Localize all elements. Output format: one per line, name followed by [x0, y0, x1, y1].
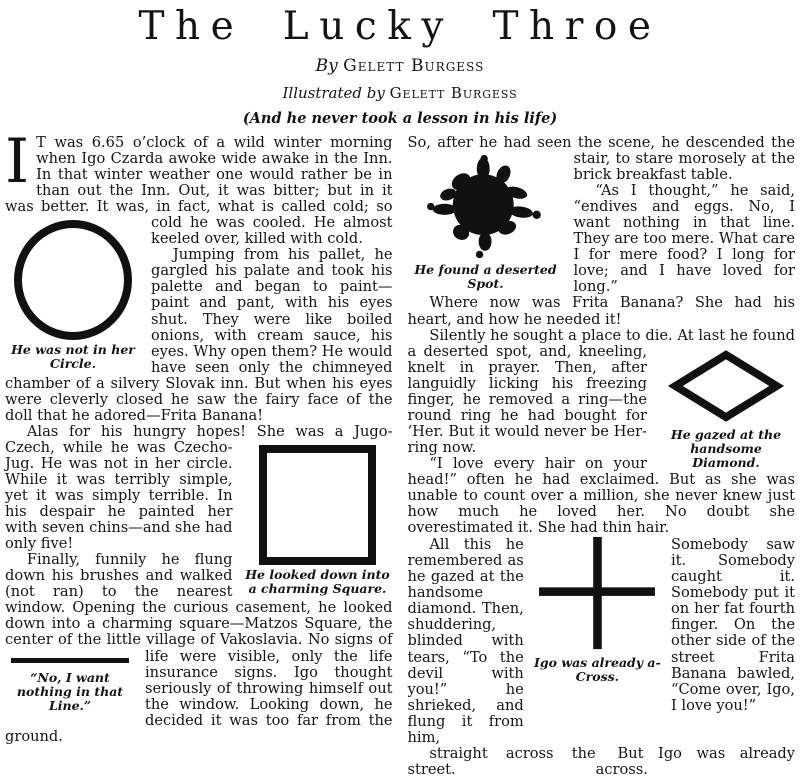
paragraph-3-text: Alas for his hungry hopes! She was a Jugo-Czech,: [5, 422, 393, 456]
left-column: [5, 126, 393, 778]
line-caption: “No, I want nothing in that Line.”: [16, 669, 124, 713]
diamond-caption: He gazed at the handsome Diamond.: [670, 426, 782, 470]
paragraph-9: “I love every hair on your head!” often he had exclaimed. But as she was unable to count over a million, she never knew just how much he loved her. No doubt she overestimated it. She had thin hair.: [407, 454, 795, 537]
byline-prefix: By: [315, 56, 338, 76]
paragraph-6: “As I thought,” he said, “endives and eggs. No, I want nothing in that line. They are too mere. What care I for mere food? I long for love; and I have loved for long.”: [573, 182, 795, 296]
page-title: The Lucky Throe: [138, 4, 662, 49]
illustrator-line: [5, 84, 795, 102]
paragraph-4-continued: insurance signs. Igo thought seriously of throwing himself out the window. Looking down, he decided it was too far from the ground.: [5, 663, 393, 745]
square-figure: [243, 443, 393, 596]
illustrator-name: Gelett Burgess: [389, 84, 518, 102]
paragraph-2: Jumping from his pallet, he gargled his palate and took his palette and began to paint—paint and pant, with his eyes shut. They were like boiled onions, with cream sauce, his eyes. Why open them? He would have seen only the chimneyed chamber of a silvery Slovak inn. But when his eyes were cleverly closed he saw the fairy face of the doll that he adored—Frita Banana!: [5, 246, 393, 424]
circle-caption: He was not in her Circle.: [11, 342, 135, 372]
page-header: [5, 4, 795, 127]
diamond-illustration: [663, 347, 789, 425]
closing-line-left: straight across the street.: [407, 744, 596, 778]
circle-illustration: [14, 220, 132, 340]
author-name: Gelett Burgess: [343, 56, 485, 76]
line-illustration: [11, 658, 129, 663]
cross-caption: Igo was already a-Cross.: [534, 655, 661, 685]
paragraph-3-continued: while he was Czecho-Jug. He was not in her circle. While it was terribly simple, yet it was simply terrible. In his despair he painted her with seven chins—and she had only five!: [5, 438, 233, 553]
paragraph-3: [5, 422, 393, 596]
paragraph-10: All this he remembered as he gazed at the handsome diamond. Then, shuddering, blinded with tears, “To the devil with you!” he shrieked, and flung it from him,: [407, 536, 524, 746]
cross-left-text: [408, 537, 524, 746]
drop-cap: I: [5, 126, 30, 197]
right-column: [408, 135, 796, 778]
paragraph-5-continued: stair, to stare morosely at the brick breakfast table.: [573, 150, 795, 184]
cross-illustration: [539, 537, 655, 651]
illustrator-prefix: Illustrated by: [282, 84, 385, 102]
closing-line: [408, 746, 796, 778]
paragraph-4-text: Finally, funnily he flung down his brushes and walked (not ran) to the nearest window. Opening the curious casement, he looked down into a charming square—Matzos Square, the center of the little village of Vakoslavia. No signs of life were visible, only the life: [5, 551, 393, 665]
blot-figure: [408, 154, 564, 291]
paragraph-8-continued: a deserted spot, and, kneeling, knelt in prayer. Then, after languidly licking his freezing finger, he removed a ring—the round ring he had bought for ‘Her. But it would never be Her-ring now.: [407, 342, 647, 456]
circle-figure: [5, 218, 141, 371]
square-illustration: [259, 445, 376, 565]
paragraph-1-text: T was 6.65 o’clock of a wild winter morning when Igo Czarda awoke wide awake in the Inn. In that winter weather one would rather be in than out the Inn. Out, it was bitter; but in it was better. It was, in fact, what is called cold; so cold he was cooled.: [5, 134, 393, 232]
paragraph-5-text: So, after he had seen the scene, he descended the: [407, 134, 795, 151]
byline: [5, 56, 795, 76]
line-figure: [5, 652, 135, 713]
paragraph-7: Where now was Frita Banana? She had his heart, and how he needed it!: [407, 294, 795, 328]
cross-figure: [533, 537, 662, 684]
text-columns: [5, 126, 795, 778]
paragraph-8: [407, 326, 796, 470]
paragraph-11: Somebody saw it. Somebody caught it. Somebody put it on her fat fourth finger. On the other side of the street Frita Banana bawled, “Come over, Igo, I love you!”: [671, 536, 795, 714]
paragraph-8-text: Silently he sought a place to die. At last he found: [429, 326, 795, 344]
diamond-figure: [657, 347, 795, 470]
closing-line-right: But Igo was already across.: [595, 744, 795, 778]
paragraph-1-continued: He almost keeled over, killed with cold.: [151, 214, 393, 248]
tagline: (And he never took a lesson in his life): [242, 110, 558, 127]
cross-section: [408, 537, 796, 746]
ink-blot-illustration: [425, 154, 547, 260]
cross-right-text: [671, 537, 795, 714]
square-caption: He looked down into a charming Square.: [245, 566, 390, 596]
blot-caption: He found a deserted Spot.: [414, 262, 557, 292]
